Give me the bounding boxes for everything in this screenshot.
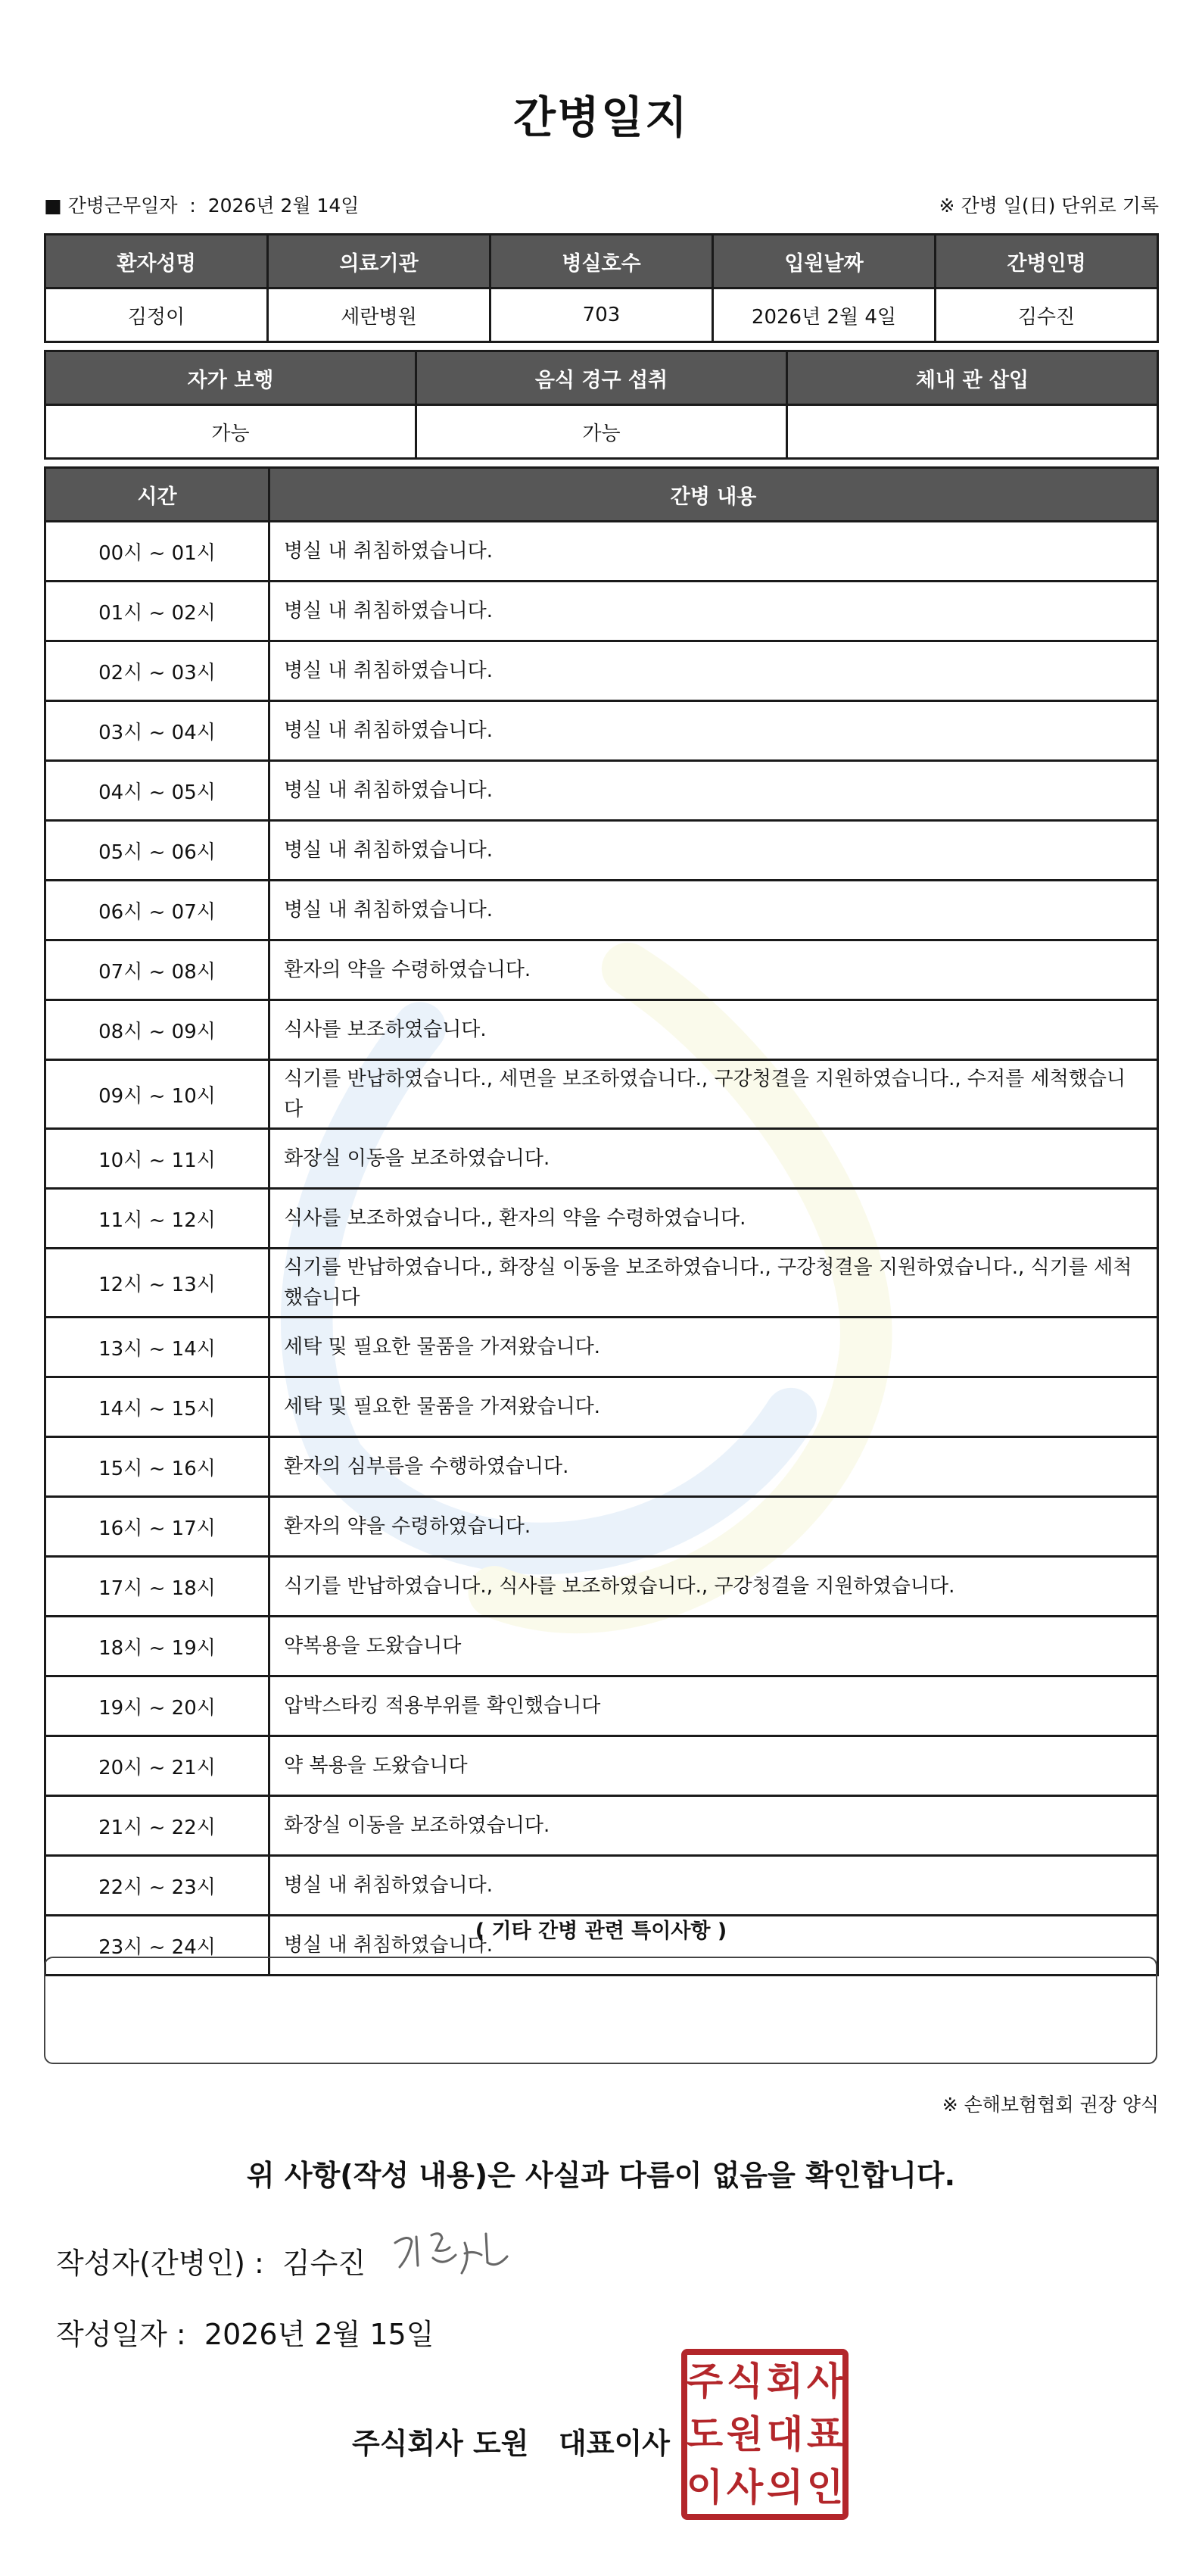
log-content-cell: 환자의 약을 수령하였습니다. [269,940,1158,1000]
care-log-rows [45,522,1158,1976]
log-time-cell: 06시 ~ 07시 [45,881,269,940]
hospital-value: 세란병원 [268,288,490,342]
table-row [45,641,1158,701]
stamp-character: 의 [766,2465,804,2509]
log-time-cell: 13시 ~ 14시 [45,1318,269,1377]
log-time-cell: 17시 ~ 18시 [45,1557,269,1617]
oral-intake-header: 음식 경구 섭취 [416,351,787,405]
writer-name: 김수진 [282,2247,366,2280]
log-content-cell: 식기를 반납하였습니다., 식사를 보조하였습니다., 구강청결을 지원하였습니다. [269,1557,1158,1617]
table-row [45,1796,1158,1856]
care-log-table [44,466,1159,1976]
writer-label: 작성자(간병인) : [56,2247,264,2280]
patient-info-value-row [45,288,1158,342]
table-row [45,761,1158,821]
self-walking-value: 가능 [45,405,416,459]
table-row [45,1000,1158,1060]
table-row [45,1129,1158,1189]
company-name: 주식회사 도원 대표이사 [352,2427,670,2460]
log-content-cell: 식기를 반납하였습니다., 화장실 이동을 보조하였습니다., 구강청결을 지원하였습니다., 식기를 세척했습니다 [269,1249,1158,1318]
stamp-character: 도 [686,2412,724,2456]
table-row [45,1318,1158,1377]
log-content-cell: 식사를 보조하였습니다., 환자의 약을 수령하였습니다. [269,1189,1158,1249]
log-content-cell: 화장실 이동을 보조하였습니다. [269,1129,1158,1189]
patient-name-value: 김정이 [45,288,268,342]
log-content-cell: 병실 내 취침하였습니다. [269,1916,1158,1976]
stamp-character: 회 [766,2359,804,2403]
log-time-cell: 09시 ~ 10시 [45,1060,269,1129]
content-header: 간병 내용 [269,468,1158,522]
log-time-cell: 18시 ~ 19시 [45,1617,269,1676]
log-content-cell: 식사를 보조하였습니다. [269,1000,1158,1060]
log-content-cell: 병실 내 취침하였습니다. [269,761,1158,821]
confirmation-statement: 위 사항(작성 내용)은 사실과 다름이 없음을 확인합니다. [246,2159,956,2192]
room-number-header: 병실호수 [490,235,713,288]
table-row [45,1557,1158,1617]
patient-status-table [44,350,1159,460]
table-row [45,1437,1158,1497]
room-number-value: 703 [490,288,713,342]
log-content-cell: 세탁 및 필요한 물품을 가져왔습니다. [269,1318,1158,1377]
log-time-cell: 19시 ~ 20시 [45,1676,269,1736]
log-content-cell: 병실 내 취침하였습니다. [269,701,1158,761]
log-time-cell: 08시 ~ 09시 [45,1000,269,1060]
log-content-cell: 병실 내 취침하였습니다. [269,582,1158,641]
work-date [44,191,359,218]
stamp-character: 식 [726,2359,764,2403]
log-time-cell: 21시 ~ 22시 [45,1796,269,1856]
stamp-character: 이 [686,2465,724,2509]
hospital-header: 의료기관 [268,235,490,288]
tube-insertion-value [787,405,1158,459]
caregiver-name-header: 간병인명 [936,235,1158,288]
patient-name-header: 환자성명 [45,235,268,288]
stamp-character: 원 [726,2412,764,2456]
stamp-character: 표 [806,2412,844,2456]
work-date-label: ■ 간병근무일자 [44,195,178,217]
log-time-cell: 00시 ~ 01시 [45,522,269,582]
log-time-cell: 20시 ~ 21시 [45,1736,269,1796]
table-row [45,1377,1158,1437]
table-row [45,1497,1158,1557]
log-time-cell: 07시 ~ 08시 [45,940,269,1000]
log-content-cell: 환자의 약을 수령하였습니다. [269,1497,1158,1557]
special-notes-title: ( 기타 간병 관련 특이사항 ) [475,1920,727,1943]
caregiver-name-value: 김수진 [936,288,1158,342]
table-row [45,1676,1158,1736]
log-content-cell: 약복용을 도왔습니다 [269,1617,1158,1676]
table-row [45,940,1158,1000]
table-row [45,1856,1158,1916]
admission-date-value: 2026년 2월 4일 [713,288,936,342]
table-row [45,701,1158,761]
stamp-character: 사 [726,2465,764,2509]
log-content-cell: 병실 내 취침하였습니다. [269,1856,1158,1916]
log-time-cell: 02시 ~ 03시 [45,641,269,701]
log-time-cell: 05시 ~ 06시 [45,821,269,881]
stamp-character: 사 [806,2359,844,2403]
log-content-cell: 식기를 반납하였습니다., 세면을 보조하였습니다., 구강청결을 지원하였습니다., 수저를 세척했습니다 [269,1060,1158,1129]
patient-info-header-row [45,235,1158,288]
table-row [45,582,1158,641]
status-value-row [45,405,1158,459]
handwritten-signature [386,2220,515,2288]
log-content-cell: 압박스타킹 적용부위를 확인했습니다 [269,1676,1158,1736]
log-content-cell: 화장실 이동을 보조하였습니다. [269,1796,1158,1856]
log-time-cell: 01시 ~ 02시 [45,582,269,641]
log-content-cell: 세탁 및 필요한 물품을 가져왔습니다. [269,1377,1158,1437]
log-content-cell: 병실 내 취침하였습니다. [269,641,1158,701]
log-time-cell: 15시 ~ 16시 [45,1437,269,1497]
table-row [45,881,1158,940]
log-time-cell: 23시 ~ 24시 [45,1916,269,1976]
company-seal-stamp [680,2347,850,2521]
work-date-separator: : [189,195,196,217]
log-time-cell: 11시 ~ 12시 [45,1189,269,1249]
tube-insertion-header: 체내 관 삽입 [787,351,1158,405]
stamp-character: 주 [686,2359,724,2403]
oral-intake-value: 가능 [416,405,787,459]
log-content-cell: 약 복용을 도왔습니다 [269,1736,1158,1796]
self-walking-header: 자가 보행 [45,351,416,405]
written-date-label: 작성일자 : [56,2318,186,2351]
time-header: 시간 [45,468,269,522]
written-date-line [56,2311,434,2353]
log-content-cell: 병실 내 취침하였습니다. [269,522,1158,582]
patient-info-table [44,233,1159,343]
table-row [45,1060,1158,1129]
log-time-cell: 16시 ~ 17시 [45,1497,269,1557]
table-row [45,1249,1158,1318]
status-header-row [45,351,1158,405]
care-log-header-row [45,468,1158,522]
written-date-value: 2026년 2월 15일 [204,2318,434,2351]
record-unit-note: ※ 간병 일(日) 단위로 기록 [939,195,1159,217]
log-content-cell: 병실 내 취침하였습니다. [269,821,1158,881]
stamp-character: 인 [806,2465,844,2509]
admission-date-header: 입원날짜 [713,235,936,288]
writer-line [56,2240,366,2281]
special-notes-box [44,1957,1157,2064]
log-time-cell: 10시 ~ 11시 [45,1129,269,1189]
table-row [45,1736,1158,1796]
form-note: ※ 손해보험협회 권장 양식 [942,2094,1159,2116]
log-time-cell: 04시 ~ 05시 [45,761,269,821]
table-row [45,1617,1158,1676]
log-time-cell: 12시 ~ 13시 [45,1249,269,1318]
log-content-cell: 병실 내 취침하였습니다. [269,881,1158,940]
log-content-cell: 환자의 심부름을 수행하였습니다. [269,1437,1158,1497]
log-time-cell: 22시 ~ 23시 [45,1856,269,1916]
table-row [45,522,1158,582]
table-row [45,821,1158,881]
log-time-cell: 14시 ~ 15시 [45,1377,269,1437]
work-date-value: 2026년 2월 14일 [207,195,360,217]
table-row [45,1189,1158,1249]
log-time-cell: 03시 ~ 04시 [45,701,269,761]
page-title: 간병일지 [512,92,690,143]
stamp-character: 대 [766,2412,804,2456]
